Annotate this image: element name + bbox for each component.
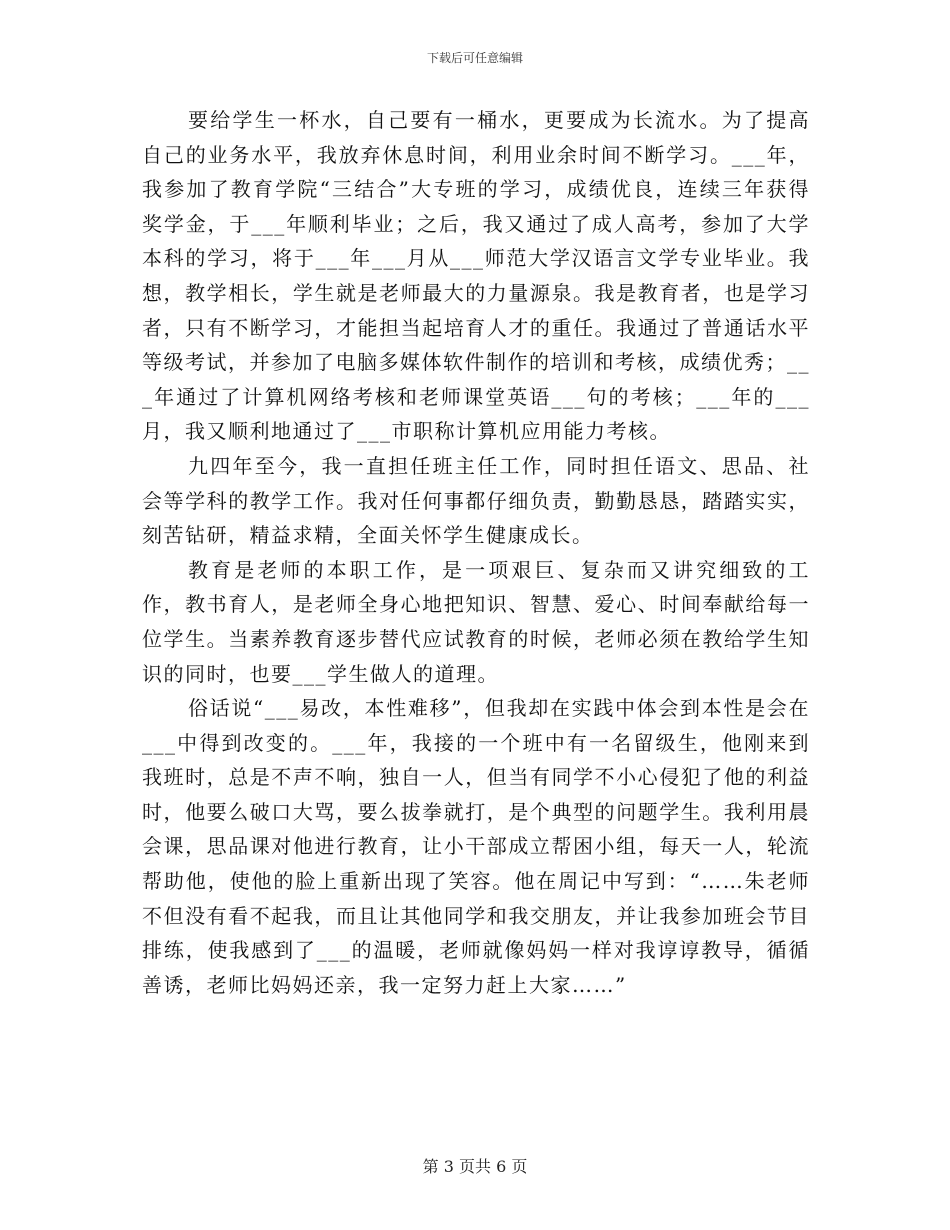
document-body bbox=[142, 103, 810, 1002]
paragraph-class-teacher: 九四年至今，我一直担任班主任工作，同时担任语文、思品、社会等学科的教学工作。我对任何事都仔细负责，勤勤恳恳，踏踏实实，刻苦钻研，精益求精，全面关怀学生健康成长。 bbox=[142, 453, 810, 548]
paragraph-study: 要给学生一杯水，自己要有一桶水，更要成为长流水。为了提高自己的业务水平，我放弃休息时间，利用业余时间不断学习。___年，我参加了教育学院“三结合”大专班的学习，成绩优良，连续三年获得奖学金，于___年顺利毕业；之后，我又通过了成人高考，参加了大学本科的学习，将于___年___月从___师范大学汉语言文学专业毕业。我想，教学相长，学生就是老师最大的力量源泉。我是教育者，也是学习者，只有不断学习，才能担当起培育人才的重任。我通过了普通话水平等级考试，并参加了电脑多媒体软件制作的培训和考核，成绩优秀；___年通过了计算机网络考核和老师课堂英语___句的考核；___年的___月，我又顺利地通过了___市职称计算机应用能力考核。 bbox=[142, 108, 810, 444]
page-header: 下载后可任意编辑 bbox=[426, 51, 523, 65]
paragraph-student-story: 俗话说“___易改，本性难移”，但我却在实践中体会到本性是会在___中得到改变的。___年，我接的一个班中有一名留级生，他刚来到我班时，总是不声不响，独自一人，但当有同学不小心侵犯了他的利益时，他要么破口大骂，要么拔拳就打，是个典型的问题学生。我利用晨会课，思品课对他进行教育，让小干部成立帮困小组，每天一人，轮流帮助他，使他的脸上重新出现了笑容。他在周记中写到：“……朱老师不但没有看不起我，而且让其他同学和我交朋友，并让我参加班会节目排练，使我感到了___的温暖，老师就像妈妈一样对我谆谆教导，循循善诱，老师比妈妈还亲，我一定努力赶上大家……” bbox=[142, 696, 810, 997]
page-footer: 第 3 页共 6 页 bbox=[422, 1157, 528, 1176]
paragraph-education: 教育是老师的本职工作，是一项艰巨、复杂而又讲究细致的工作，教书育人，是老师全身心地把知识、智慧、爱心、时间奉献给每一位学生。当素养教育逐步替代应试教育的时候，老师必须在教给学生知识的同时，也要___学生做人的道理。 bbox=[142, 557, 810, 686]
